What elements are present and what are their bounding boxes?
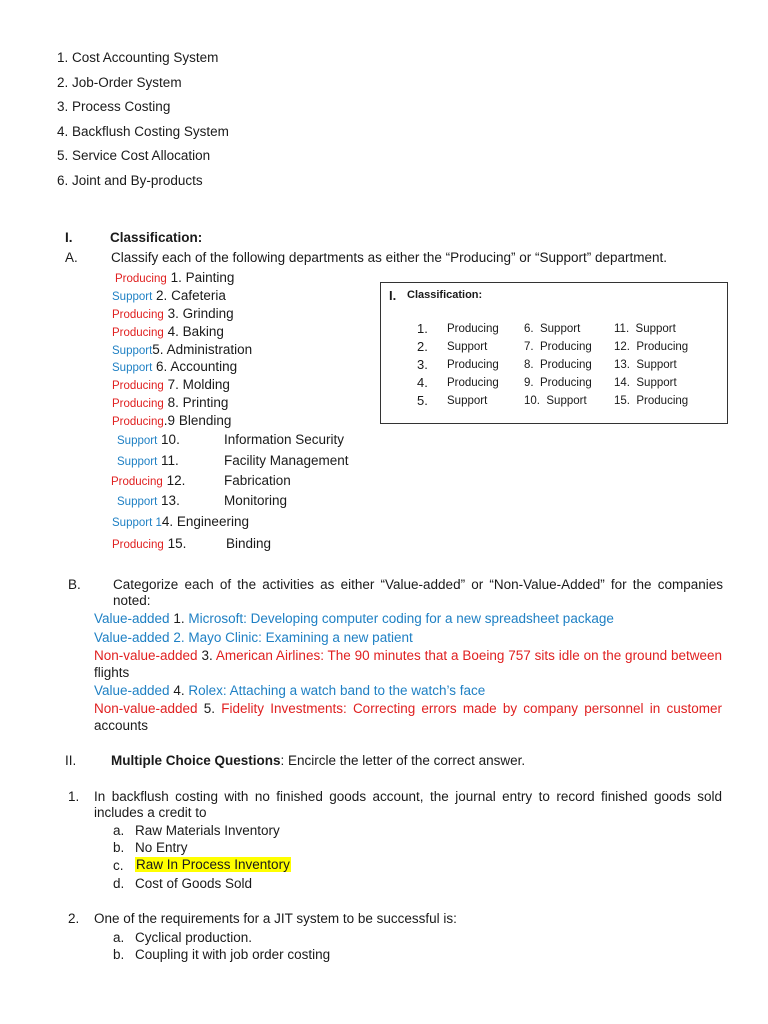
department-name: Monitoring (224, 493, 288, 508)
answer-num: 4. (417, 375, 428, 390)
answer-support: Support 1 (112, 517, 162, 529)
toc-item (57, 124, 229, 139)
answer-producing: Producing (112, 380, 164, 392)
answer-value-added: Value-added (94, 683, 170, 698)
department-item (117, 432, 180, 447)
activity-num: 5. (203, 701, 216, 716)
section-1-title: Classification: (110, 230, 203, 245)
department-num: 8. (167, 395, 179, 410)
department-item (112, 359, 237, 374)
department-name: Painting (185, 270, 235, 285)
activity-item (94, 700, 722, 734)
choice-letter: b. (113, 840, 125, 855)
department-item (112, 514, 249, 529)
answer-producing: Producing (111, 476, 163, 488)
department-name: Printing (182, 395, 229, 410)
choice-text: No Entry (135, 840, 188, 855)
part-b-instruction: Categorize each of the activities as either “Value-added” or “Non-Value-Added” for the companies noted: (113, 577, 723, 608)
department-num: 7. (167, 377, 179, 392)
department-item (112, 324, 224, 339)
department-name: Cafeteria (171, 288, 226, 303)
department-num: 12. (166, 473, 186, 488)
question-text: One of the requirements for a JIT system to be successful is: (94, 911, 457, 926)
department-num: 11. (161, 453, 179, 468)
question-num: 2. (68, 911, 80, 926)
answer-num: 2. (417, 339, 428, 354)
department-name: Binding (226, 536, 272, 551)
department-name: Blending (178, 413, 232, 428)
department-name: Administration (166, 342, 253, 357)
answer-support: Support (112, 345, 153, 357)
toc-item (57, 99, 170, 114)
part-a-instruction: Classify each of the following departments as either the “Producing” or “Support” department. (111, 250, 668, 265)
toc-label: Joint and By-products (72, 173, 203, 188)
answer-producing: Producing (112, 327, 164, 339)
department-num: 13. (161, 493, 180, 508)
choice-letter: b. (113, 947, 125, 962)
choice-text-highlighted: Raw In Process Inventory (136, 857, 290, 872)
department-item (112, 536, 186, 551)
activity-tail: flights (94, 665, 130, 680)
department-item (112, 306, 234, 321)
department-num: 15. (167, 536, 187, 551)
choice-letter: a. (113, 930, 125, 945)
department-num: 5. (152, 342, 164, 357)
toc-num: 3. (57, 99, 69, 114)
activity-text: American Airlines: The 90 minutes that a Boeing 757 sits idle on the ground between (215, 648, 722, 663)
toc-label: Job-Order System (72, 75, 182, 90)
toc-num: 4. (57, 124, 69, 139)
choice-letter: d. (113, 876, 125, 891)
toc-label: Backflush Costing System (72, 124, 229, 139)
activity-num: 4. (173, 683, 185, 698)
answer-item: 11. Support (614, 323, 676, 335)
activity-text: Fidelity Investments: Correcting errors made by company personnel in customer (221, 701, 722, 716)
answer-value-added: Value-added (94, 630, 170, 645)
answer-producing: Producing (112, 398, 164, 410)
activity-item (94, 647, 722, 681)
department-item (112, 288, 226, 303)
answer-item: 7. Producing (524, 341, 592, 353)
toc-label: Cost Accounting System (72, 50, 219, 65)
department-num: 4. (161, 514, 174, 529)
department-name: Molding (182, 377, 230, 392)
answer-item: 6. Support (524, 323, 581, 335)
department-name: Accounting (170, 359, 238, 374)
question-num: 1. (68, 789, 80, 804)
section-2-title: Multiple Choice Questions (111, 753, 281, 768)
activity-num: 2. (173, 630, 185, 645)
toc-item (57, 75, 182, 90)
answer-item: 14. Support (614, 377, 677, 389)
answer-value-added: Value-added (94, 611, 170, 626)
part-b-letter: B. (68, 577, 81, 592)
activity-num: 3. (201, 648, 213, 663)
answer-support: Support (117, 456, 158, 468)
part-a-letter: A. (65, 250, 78, 265)
activity-text: Rolex: Attaching a watch band to the watch’s face (188, 683, 486, 698)
answer-producing: Producing (112, 539, 164, 551)
toc-num: 2. (57, 75, 69, 90)
answer-producing: Producing (112, 309, 164, 321)
section-2-instruction: : Encircle the letter of the correct answer. (280, 753, 526, 768)
toc-num: 5. (57, 148, 69, 163)
answer-producing: Producing (112, 416, 164, 428)
answer-value: Producing (447, 377, 499, 389)
answer-support: Support (117, 496, 158, 508)
department-name: Grinding (182, 306, 234, 321)
section-2-num: II. (65, 753, 77, 768)
section-1-num: I. (65, 230, 73, 245)
department-item (112, 395, 228, 410)
answer-value: Producing (447, 323, 499, 335)
department-item (111, 473, 185, 488)
toc-label: Process Costing (72, 99, 171, 114)
choice-letter: a. (113, 823, 125, 838)
answer-value: Producing (447, 359, 499, 371)
answer-item: 15. Producing (614, 395, 689, 407)
answer-support: Support (112, 362, 153, 374)
choice-text: Coupling it with job order costing (135, 947, 331, 962)
activity-tail: accounts (94, 718, 149, 733)
answer-item: 9. Producing (524, 377, 592, 389)
answer-producing: Producing (115, 273, 167, 285)
answer-box-num: I. (389, 288, 397, 303)
toc-item (57, 148, 210, 163)
answer-item: 12. Producing (614, 341, 689, 353)
department-name: Baking (182, 324, 224, 339)
answer-value: Support (447, 341, 488, 353)
answer-support: Support (112, 291, 153, 303)
answer-num: 3. (417, 357, 428, 372)
toc-label: Service Cost Allocation (72, 148, 211, 163)
activity-text: Mayo Clinic: Examining a new patient (188, 630, 413, 645)
activity-item (94, 630, 413, 645)
answer-value: Support (447, 395, 488, 407)
activity-item (94, 683, 485, 698)
department-num: 2. (156, 288, 168, 303)
department-name: Fabrication (224, 473, 291, 488)
question-text: In backflush costing with no finished goods account, the journal entry to record finished goods sold includes a credit to (94, 789, 722, 820)
classification-answer-box (380, 282, 728, 424)
department-item (112, 377, 230, 392)
department-num: .9 (163, 413, 176, 428)
department-item (117, 453, 179, 468)
answer-item: 8. Producing (524, 359, 592, 371)
department-name: Facility Management (224, 453, 349, 468)
choice-letter: c. (113, 858, 124, 873)
department-num: 4. (167, 324, 179, 339)
department-item (117, 493, 180, 508)
answer-num: 5. (417, 393, 428, 408)
activity-num: 1. (173, 611, 185, 626)
answer-num: 1. (417, 321, 428, 336)
toc-num: 1. (57, 50, 69, 65)
toc-item (57, 50, 218, 65)
answer-item: 10. Support (524, 395, 587, 407)
department-item (112, 342, 252, 357)
answer-non-value-added: Non-value-added (94, 648, 198, 663)
department-name: Engineering (176, 514, 249, 529)
answer-box-title: Classification: (407, 289, 483, 301)
answer-item: 13. Support (614, 359, 677, 371)
choice-text: Cyclical production. (135, 930, 253, 945)
department-num: 1. (170, 270, 182, 285)
department-item (115, 270, 234, 285)
activity-item (94, 611, 614, 626)
section-2-heading (111, 753, 525, 768)
toc-item (57, 173, 203, 188)
choice-text: Raw Materials Inventory (135, 823, 280, 838)
department-name: Information Security (224, 432, 345, 447)
department-num: 10. (161, 432, 180, 447)
department-num: 6. (156, 359, 168, 374)
choice-text: Cost of Goods Sold (135, 876, 253, 891)
answer-support: Support (117, 435, 158, 447)
activity-text: Microsoft: Developing computer coding for a new spreadsheet package (188, 611, 614, 626)
answer-non-value-added: Non-value-added (94, 701, 198, 716)
toc-num: 6. (57, 173, 69, 188)
department-item (112, 413, 231, 428)
department-num: 3. (167, 306, 179, 321)
